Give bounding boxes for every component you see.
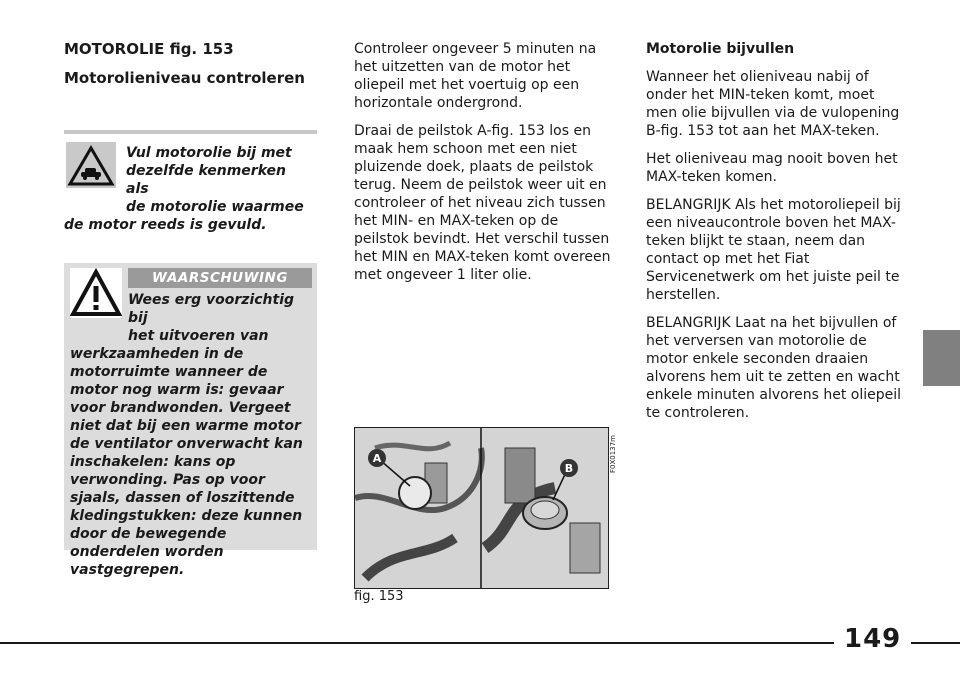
warning-box	[64, 263, 317, 578]
column-right	[646, 40, 906, 432]
figure-caption: fig. 153	[354, 589, 404, 604]
marker-b: B	[564, 462, 574, 475]
warning-label: WAARSCHUWING	[128, 268, 312, 288]
paragraph-max-limit: Het olieniveau mag nooit boven het MAX-teken komen.	[646, 151, 898, 185]
warning-tail: werkzaamheden in de motorruimte wanneer de motor nog warm is: gevaar voor brandwonden. Vergeet niet dat bij een warme motor de ventilator onverwacht kan inschakelen: kans op verwonding. Pas op voor sjaals, dassen of loszittende kledingstukken: deze kunnen door de bewegende onderdelen worden vastgegrepen.	[70, 346, 303, 578]
figure-code	[606, 425, 618, 475]
warning-line-1: Wees erg voorzichtig bij	[128, 292, 295, 326]
engine-figure	[354, 427, 609, 589]
caution-line-2: dezelfde kenmerken als	[126, 163, 286, 197]
caution-line-3: de motorolie waarmee	[126, 199, 304, 215]
section-title: MOTOROLIE fig. 153	[64, 40, 234, 58]
caution-tail: de motor reeds is gevuld.	[64, 217, 267, 233]
warning-line-2: het uitvoeren van	[128, 328, 269, 344]
caution-line-1: Vul motorolie bij met	[126, 145, 292, 161]
paragraph-important-1: BELANGRIJK Als het motoroliepeil bij een niveaucontrole boven het MAX-teken blijkt te staan, neem dan contact op met het Fiat Servicenetwerk om het juiste peil te herstellen.	[646, 197, 901, 303]
section-subtitle: Motorolieniveau controleren	[64, 69, 305, 87]
paragraph-check-timing: Controleer ongeveer 5 minuten na het uitzetten van de motor het oliepeil met het voertuig op een horizontale ondergrond.	[354, 41, 597, 111]
page-number: 149	[834, 624, 911, 654]
column-middle	[354, 40, 614, 294]
refill-heading: Motorolie bijvullen	[646, 41, 795, 57]
paragraph-important-2: BELANGRIJK Laat na het bijvullen of het verversen van motorolie de motor enkele seconden draaien alvorens hem uit te zetten en wacht enkele minuten alvorens het oliepeil te controleren.	[646, 315, 902, 421]
paragraph-dipstick: Draai de peilstok A-fig. 153 los en maak hem schoon met een niet pluizende doek, plaats de peilstok terug. Neem de peilstok weer uit en controleer of het niveau zich tussen het MIN- en MAX-teken op de peilstok bevindt. Het verschil tussen het MIN en MAX-teken komt overeen met ongeveer 1 liter olie.	[354, 123, 611, 283]
car-warning-icon	[66, 142, 116, 188]
marker-a: A	[372, 452, 382, 465]
chapter-tab	[923, 330, 960, 386]
caution-note	[64, 130, 317, 234]
footer-rule	[0, 642, 960, 644]
paragraph-refill: Wanneer het olieniveau nabij of onder het MIN-teken komt, moet men olie bijvullen via de vulopening B-fig. 153 tot aan het MAX-teken.	[646, 69, 900, 139]
figure-code-text: F0X0137m	[609, 435, 617, 473]
